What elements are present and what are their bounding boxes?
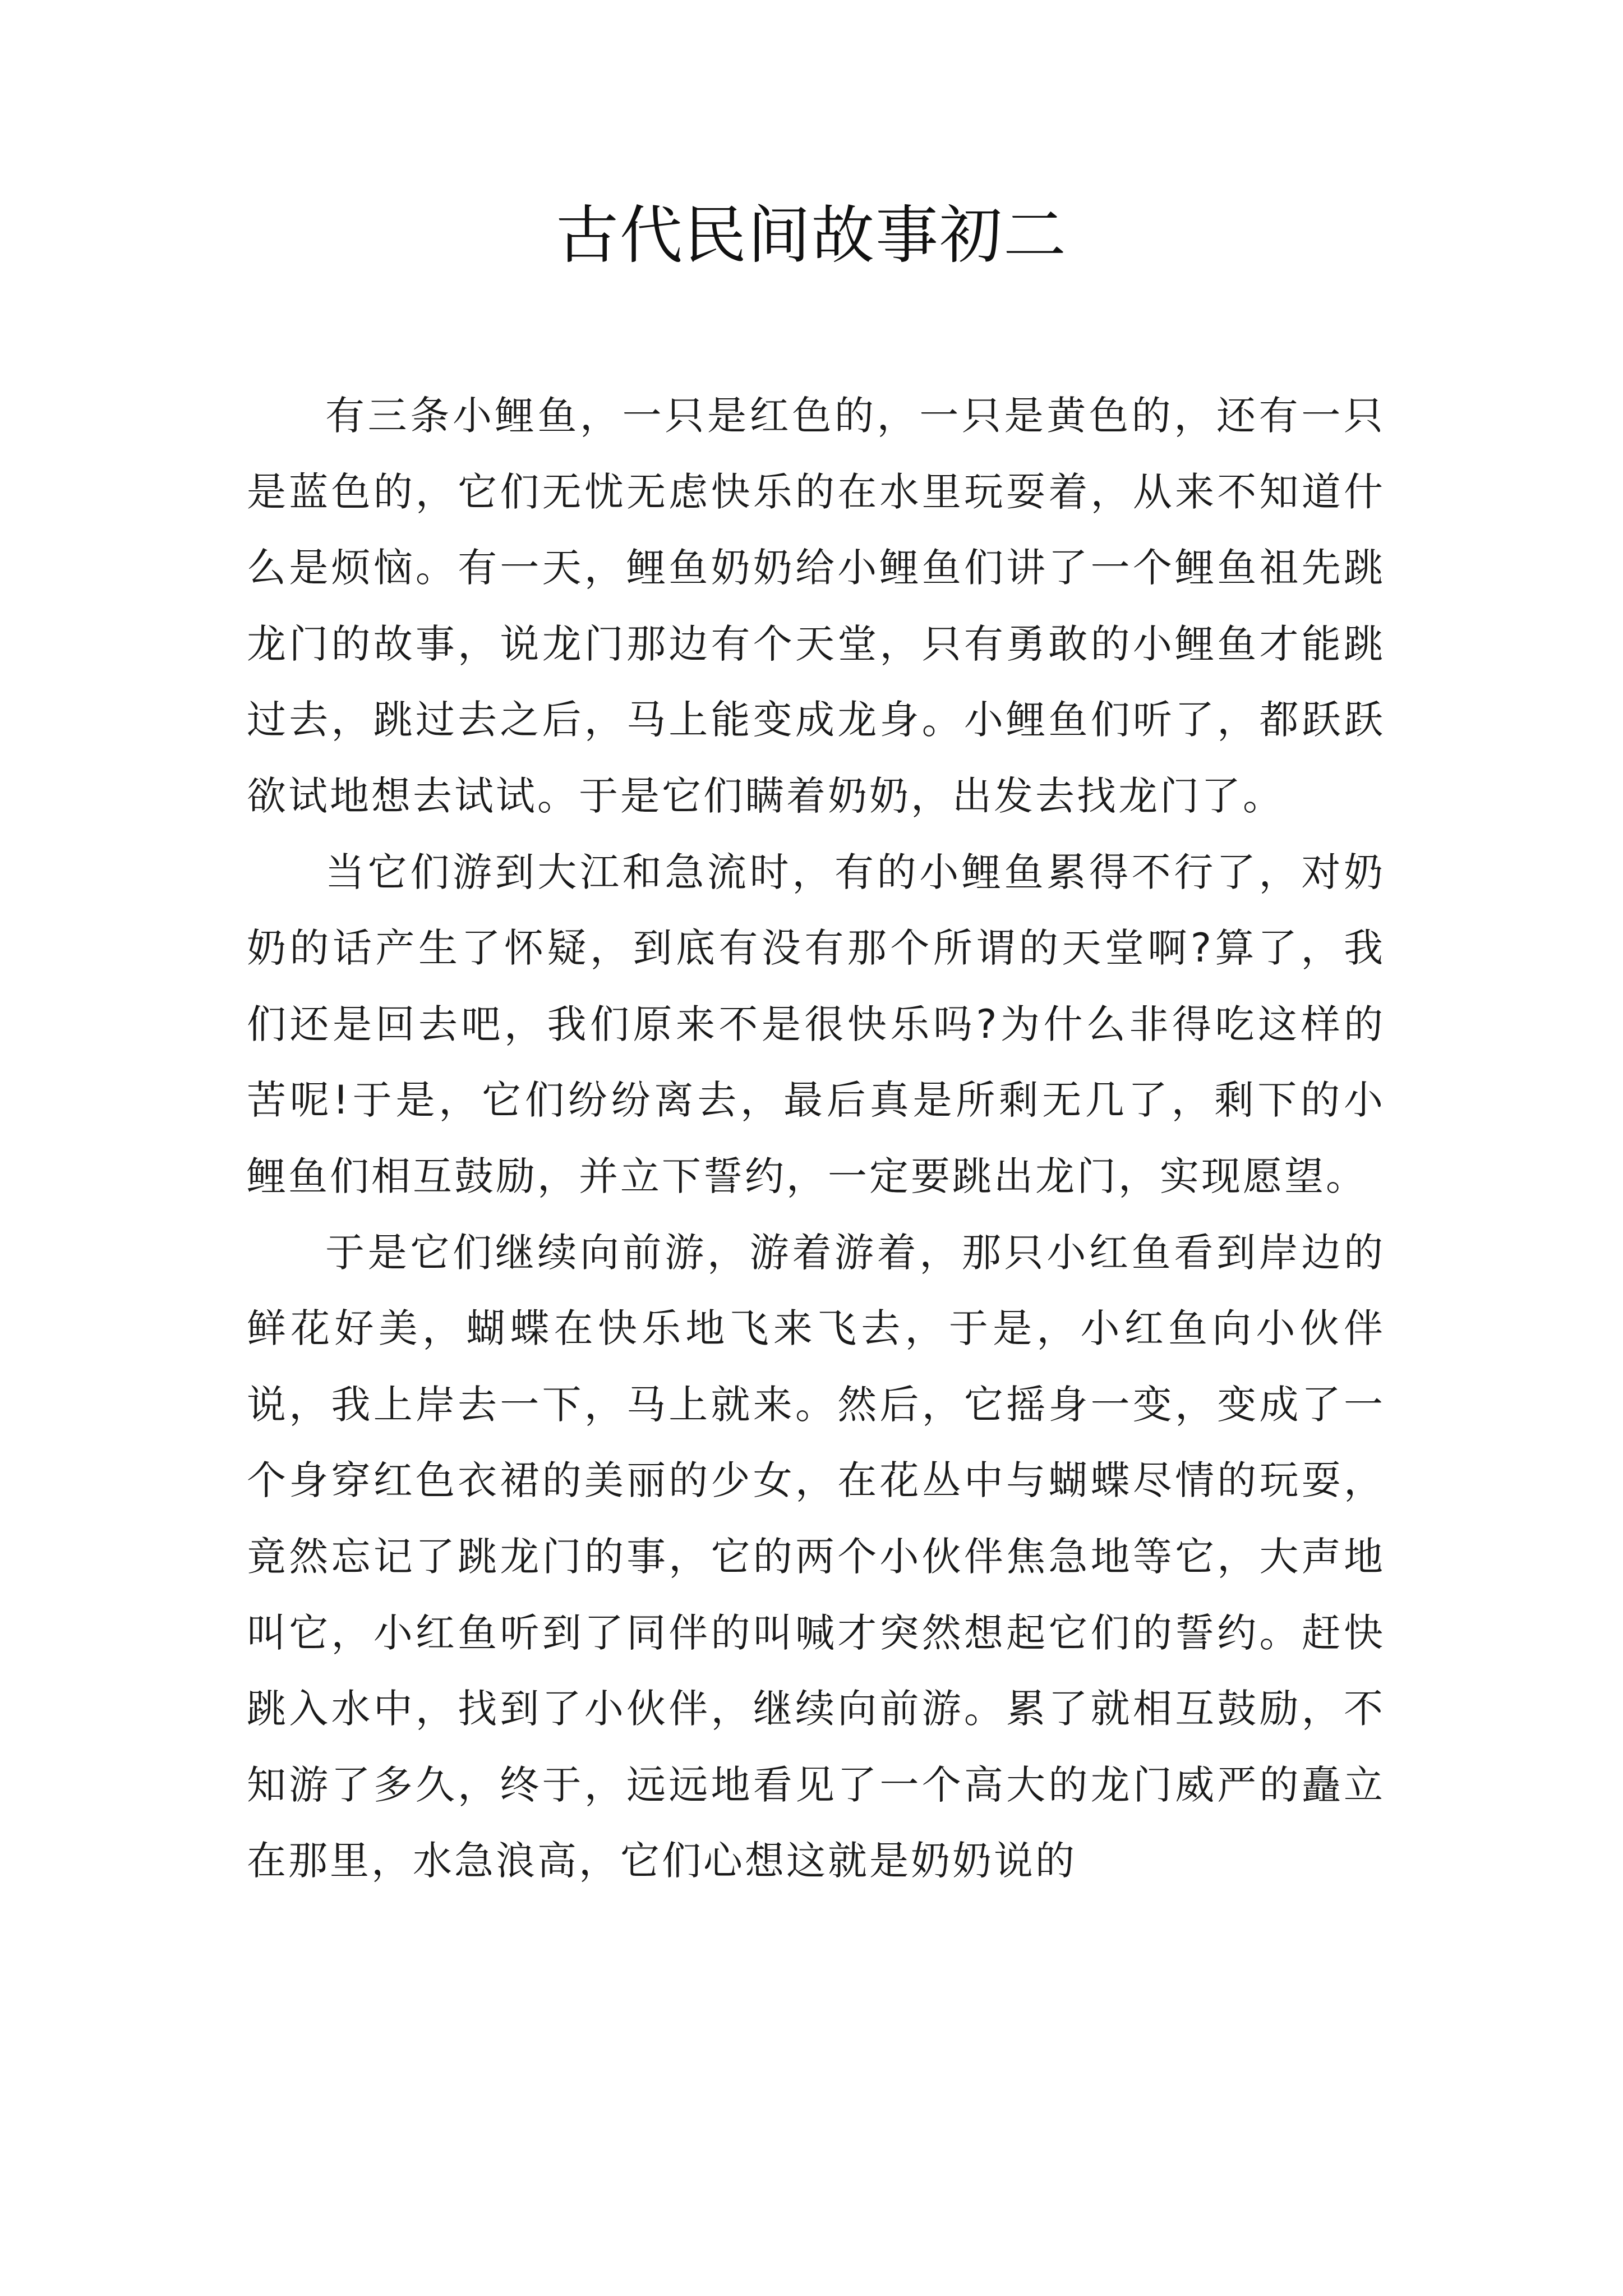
paragraph-3: 于是它们继续向前游，游着游着，那只小红鱼看到岸边的鲜花好美，蝴蝶在快乐地飞来飞去，于是，小红鱼向小伙伴说，我上岸去一下，马上就来。然后，它摇身一变，变成了一个身穿红色衣裙的美丽的少女，在花丛中与蝴蝶尽情的玩耍，竟然忘记了跳龙门的事，它的两个小伙伴焦急地等它，大声地叫它，小红鱼听到了同伴的叫喊才突然想起它们的誓约。赶快跳入水中，找到了小伙伴，继续向前游。累了就相互鼓励，不知游了多久，终于，远远地看见了一个高大的龙门威严的矗立在那里，水急浪高，它们心想这就是奶奶说的 xyxy=(247,1229,1385,1884)
paragraph-1: 有三条小鲤鱼，一只是红色的，一只是黄色的，还有一只是蓝色的，它们无忧无虑快乐的在水里玩耍着，从来不知道什么是烦恼。有一天，鲤鱼奶奶给小鲤鱼们讲了一个鲤鱼祖先跳龙门的故事，说龙门那边有个天堂，只有勇敢的小鲤鱼才能跳过去，跳过去之后，马上能变成龙身。小鲤鱼们听了，都跃跃欲试地想去试试。于是它们瞒着奶奶，出发去找龙门了。 xyxy=(247,393,1385,819)
paragraph-2: 当它们游到大江和急流时，有的小鲤鱼累得不行了，对奶奶的话产生了怀疑，到底有没有那个所谓的天堂啊?算了，我们还是回去吧，我们原来不是很快乐吗?为什么非得吃这样的苦呢!于是，它们纷纷离去，最后真是所剩无几了，剩下的小鲤鱼们相互鼓励，并立下誓约，一定要跳出龙门，实现愿望。 xyxy=(247,849,1385,1199)
document-body xyxy=(247,378,1385,1899)
document-title: 古代民间故事初二 xyxy=(556,199,1067,272)
